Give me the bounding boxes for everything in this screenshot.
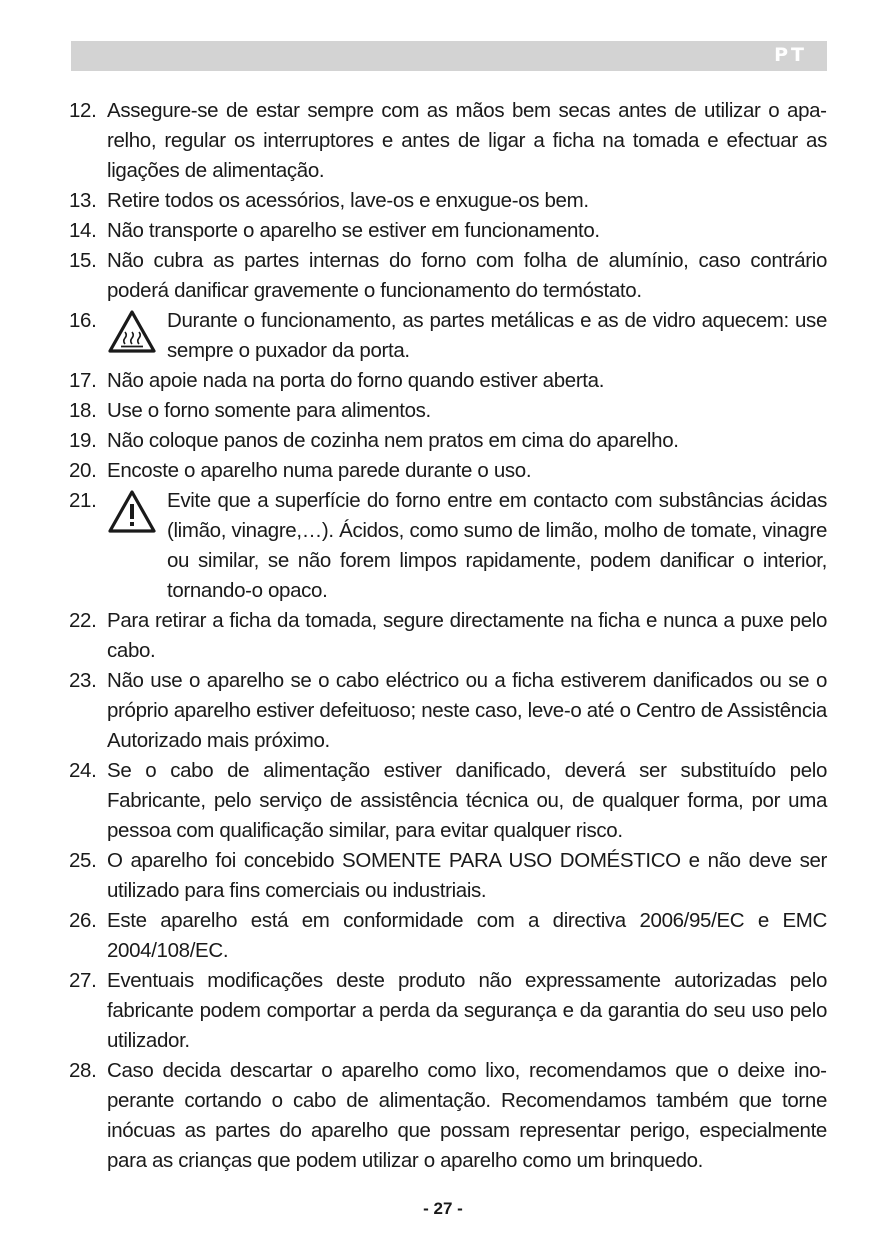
item-number: 17.: [69, 369, 97, 392]
item-text: Se o cabo de alimentação estiver danificado, deverá ser substituído pelo Fabricante, pelo serviço de assistência técnica ou, de qualquer forma, por uma pessoa com qualificação similar, para evitar qualquer risco.: [107, 759, 827, 842]
item-text: Não use o aparelho se o cabo eléctrico ou a ficha estiverem danificados ou se o próprio aparelho estiver defeituoso; neste caso, leve-o até o Centro de Assistência Autorizado mais próximo.: [107, 669, 827, 752]
item-number: 15.: [69, 249, 97, 272]
item-number: 25.: [69, 849, 97, 872]
list-item: [71, 186, 827, 216]
list-item: [71, 96, 827, 186]
item-number: 23.: [69, 669, 97, 692]
list-item: [71, 966, 827, 1056]
safety-instructions-list: [71, 96, 827, 1176]
item-text: Eventuais modificações deste produto não expressamente autorizadas pelo fabricante podem comportar a perda da segurança e da garantia do seu uso pelo utilizador.: [107, 969, 827, 1052]
item-text: Não apoie nada na porta do forno quando estiver aberta.: [107, 369, 605, 392]
list-item: [71, 246, 827, 306]
item-number: 13.: [69, 189, 97, 212]
item-number: 14.: [69, 219, 97, 242]
item-text: Para retirar a ficha da tomada, segure directamente na ficha e nunca a puxe pelo cabo.: [107, 609, 827, 662]
item-text: O aparelho foi concebido SOMENTE PARA USO DOMÉSTICO e não deve ser utilizado para fins comerciais ou industriais.: [107, 849, 827, 902]
caution-warning-icon: [107, 489, 157, 534]
item-text: Use o forno somente para alimentos.: [107, 399, 431, 422]
list-item: [71, 846, 827, 906]
item-number: 27.: [69, 969, 97, 992]
item-number: 21.: [69, 489, 97, 512]
item-text: Assegure-se de estar sempre com as mãos bem secas antes de utilizar o aparelho, regular os interruptores e antes de ligar a ficha na tomada e efectuar as ligações de alimentação.: [107, 99, 827, 182]
item-text: Caso decida descartar o aparelho como lixo, recomendamos que o deixe inoperante cortando o cabo de alimentação. Recomendamos também que torne inócuas as partes do aparelho que possam representar perigo, especialmente para as crianças que podem utilizar o aparelho como um brinquedo.: [107, 1059, 827, 1172]
item-number: 12.: [69, 99, 97, 122]
list-item: [71, 456, 827, 486]
item-number: 19.: [69, 429, 97, 452]
item-text: Encoste o aparelho numa parede durante o uso.: [107, 459, 532, 482]
item-text: Evite que a superfície do forno entre em contacto com substâncias ácidas (limão, vinagre,…). Ácidos, como sumo de limão, molho de tomate, vinagre ou similar, se não forem limpos rapidamente, podem danificar o interior, tornando-o opaco.: [167, 489, 827, 602]
item-text: Este aparelho está em conformidade com a directiva 2006/95/EC e EMC 2004/108/EC.: [107, 909, 827, 962]
item-number: 24.: [69, 759, 97, 782]
hot-surface-warning-icon: [107, 309, 157, 354]
list-item: [71, 906, 827, 966]
item-number: 16.: [69, 309, 97, 332]
page-number: - 27 -: [423, 1199, 463, 1218]
list-item: [71, 1056, 827, 1176]
item-text: Durante o funcionamento, as partes metálicas e as de vidro aquecem: use sempre o puxador da porta.: [167, 309, 827, 362]
item-text: Não transporte o aparelho se estiver em funcionamento.: [107, 219, 600, 242]
list-item: [71, 366, 827, 396]
item-text: Não coloque panos de cozinha nem pratos em cima do aparelho.: [107, 429, 679, 452]
list-item: [71, 426, 827, 456]
item-number: 28.: [69, 1059, 97, 1082]
item-number: 18.: [69, 399, 97, 422]
item-text: Retire todos os acessórios, lave-os e enxugue-os bem.: [107, 189, 589, 212]
list-item: [71, 306, 827, 366]
list-item: [71, 606, 827, 666]
list-item: [71, 486, 827, 606]
list-item: [71, 756, 827, 846]
header-bar: [71, 41, 827, 71]
list-item: [71, 396, 827, 426]
item-text: Não cubra as partes internas do forno com folha de alumínio, caso contrário poderá danificar gravemente o funcionamento do termóstato.: [107, 249, 827, 302]
item-number: 22.: [69, 609, 97, 632]
list-item: [71, 666, 827, 756]
list-item: [71, 216, 827, 246]
item-number: 26.: [69, 909, 97, 932]
item-number: 20.: [69, 459, 97, 482]
language-tag: PT: [774, 44, 807, 66]
